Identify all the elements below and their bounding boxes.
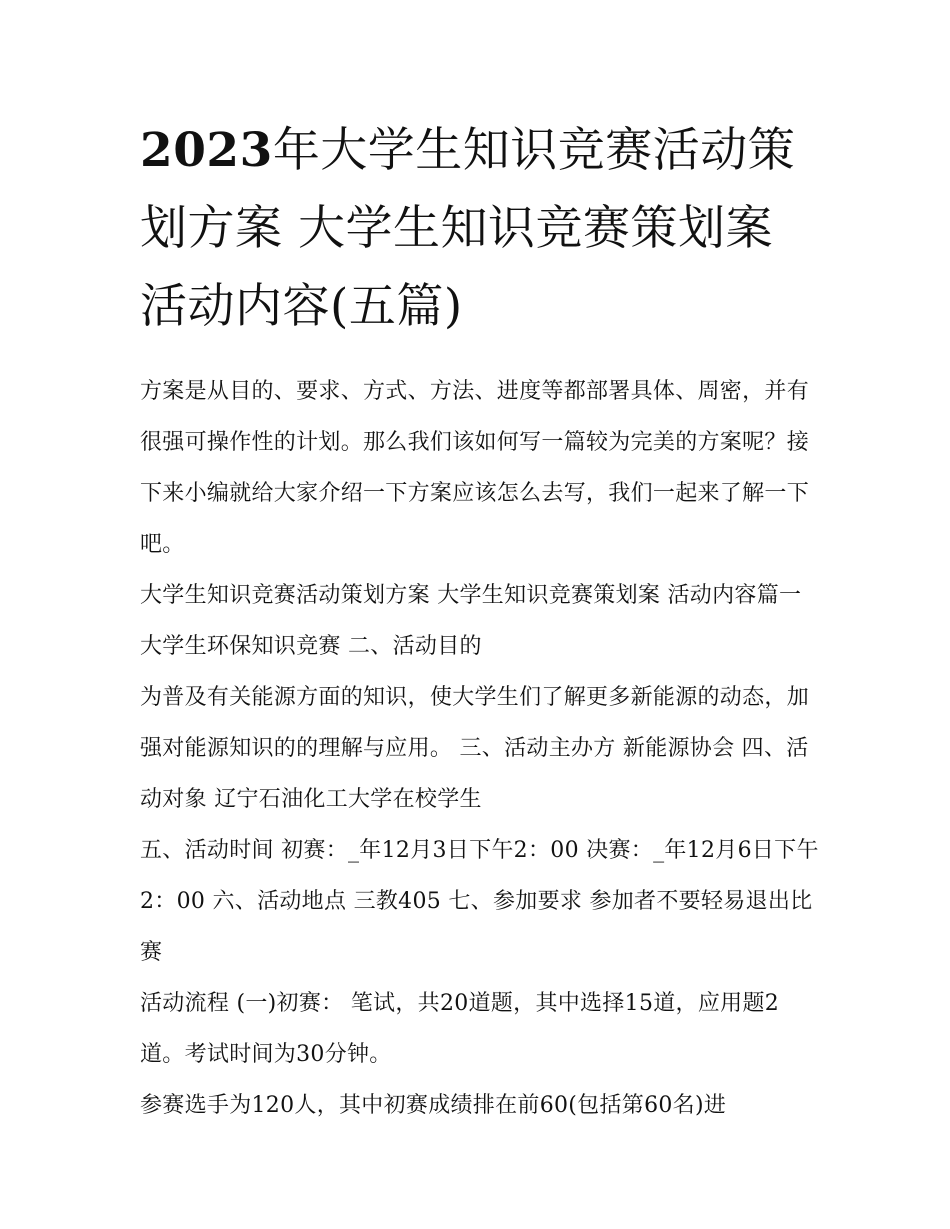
paragraph-process: 活动流程 (一)初赛： 笔试，共20道题，其中选择15道，应用题2道。考试时间为30分钟。 [140,991,780,1067]
paragraph-section-heading: 大学生知识竞赛活动策划方案 大学生知识竞赛策划案 活动内容篇一 大学生环保知识竞赛 二、活动目的 [140,583,802,659]
paragraph-time-place: 五、活动时间 初赛：_年12月3日下午2：00 决赛：_年12月6日下午2：00 六、活动地点 三教405 七、参加要求 参加者不要轻易退出比赛 [140,838,819,965]
paragraph-intro: 方案是从目的、要求、方式、方法、进度等都部署具体、周密，并有很强可操作性的计划。那么我们该如何写一篇较为完美的方案呢？接下来小编就给大家介绍一下方案应该怎么去写，我们一起来了解一下吧。 [140,379,810,557]
title-year: 2023 [140,123,273,178]
paragraph-purpose: 为普及有关能源方面的知识，使大学生们了解更多新能源的动态，加强对能源知识的的理解与应用。 三、活动主办方 新能源协会 四、活动对象 辽宁石油化工大学在校学生 [140,685,810,812]
title-text: 年大学生知识竞赛活动策划方案 大学生知识竞赛策划案活动内容(五篇) [140,123,796,334]
document-page [140,112,820,1131]
document-title [140,112,820,346]
document-body [140,366,820,1131]
paragraph-participants: 参赛选手为120人，其中初赛成绩排在前60(包括第60名)进 [140,1093,727,1118]
